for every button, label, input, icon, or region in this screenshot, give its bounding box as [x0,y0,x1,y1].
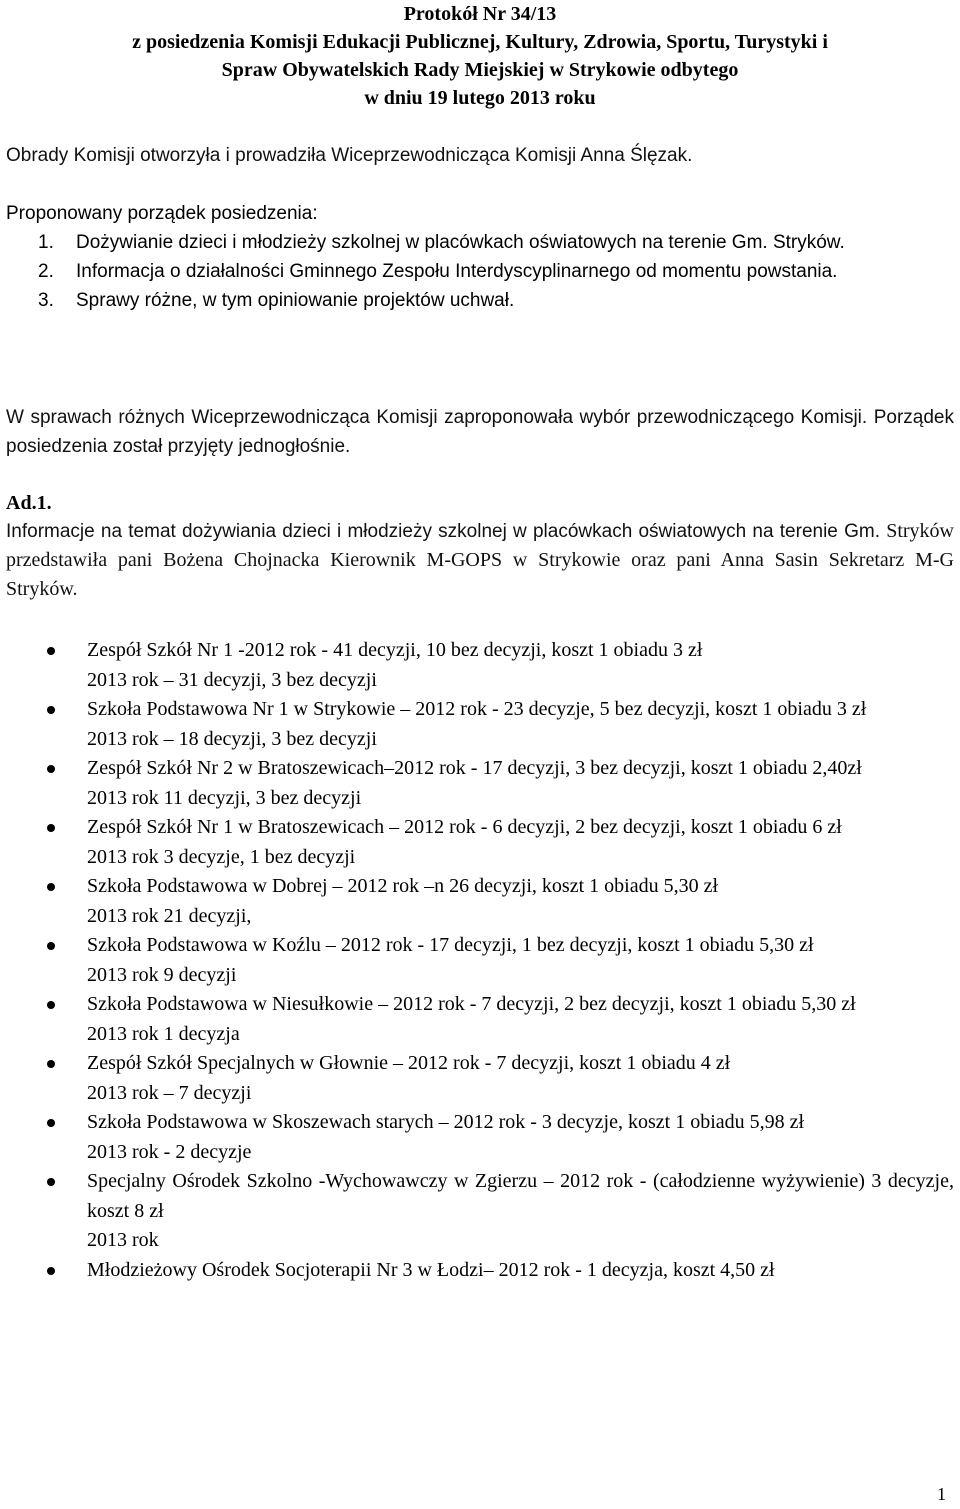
bullet-icon [0,990,87,1020]
bullet-icon [0,695,87,725]
list-item [0,1167,960,1256]
list-item [0,813,960,872]
title-line-3: Spraw Obywatelskich Rady Miejskiej w Strykowie odbytego [221,59,739,81]
bullet-icon [0,1108,87,1138]
agenda-note-part1: W sprawach różnych Wiceprzewodnicząca Komisji zaproponowała wybór przewodniczącego Komisji. [6,407,874,428]
intro-paragraph: Obrady Komisji otworzyła i prowadziła Wiceprzewodnicząca Komisji Anna Ślęzak. [6,145,693,166]
bullet-icon [0,1256,87,1286]
list-item-line1: Szkoła Podstawowa w Niesułkowie – 2012 rok - 7 decyzji, 2 bez decyzji, koszt 1 obiadu 5,30 zł [87,993,856,1015]
section-heading-ad1: Ad.1. [6,492,52,514]
agenda-item-text: Dożywianie dzieci i młodzieży szkolnej w placówkach oświatowych na terenie Gm. Stryków. [76,232,845,253]
list-item-line1: Szkoła Podstawowa w Dobrej – 2012 rok –n 26 decyzji, koszt 1 obiadu 5,30 zł [87,875,719,897]
page-number: 1 [937,1484,946,1504]
agenda-note-paragraph [6,403,954,461]
bullet-icon [0,754,87,784]
list-item-line1: Szkoła Podstawowa Nr 1 w Strykowie – 2012 rok - 23 decyzje, 5 bez decyzji, koszt 1 obiadu 3 zł [87,698,867,720]
list-item [0,1049,960,1108]
agenda-item [6,228,954,257]
list-item-line2: 2013 rok – 7 decyzji [87,1081,252,1104]
agenda-note-part2: Porządek posiedzenia został przyjęty jednogłośnie. [6,407,954,457]
list-item-line1: Zespół Szkół Nr 1 -2012 rok - 41 decyzji, 10 bez decyzji, koszt 1 obiadu 3 zł [87,639,703,661]
bullet-icon [0,813,87,843]
list-item-line2: 2013 rok - 2 decyzje [87,1140,252,1163]
list-item-line2: 2013 rok 21 decyzji, [87,904,252,927]
list-item [0,990,960,1049]
title-line-2: z posiedzenia Komisji Edukacji Publicznej, Kultury, Zdrowia, Sportu, Turystyki i [132,31,828,53]
list-item-line1: Szkoła Podstawowa w Koźlu – 2012 rok - 17 decyzji, 1 bez decyzji, koszt 1 obiadu 5,30 zł [87,934,814,956]
agenda-item-text: Sprawy różne, w tym opiniowanie projektów uchwał. [76,290,515,311]
school-list [0,636,960,1285]
list-item-line2: 2013 rok – 18 decyzji, 3 bez decyzji [87,727,377,750]
list-item [0,754,960,813]
agenda-item [6,286,954,315]
list-item-line2: 2013 rok – 31 decyzji, 3 bez decyzji [87,668,377,691]
agenda-item-number: 1. [38,232,54,253]
ad1-paragraph [6,517,954,604]
list-item-line2: 2013 rok 3 decyzje, 1 bez decyzji [87,845,356,868]
list-item [0,695,960,754]
list-item [0,872,960,931]
ad1-text-part2: Stryków przedstawiła pani Bożena Chojnacka Kierownik M-GOPS w Strykowie oraz pani Anna Sasin Sekretarz M-G Stryków. [6,520,954,600]
list-item-line1: Specjalny Ośrodek Szkolno -Wychowawczy w Zgierzu – 2012 rok - (całodzienne wyżywienie) 3 decyzje, koszt 8 zł [87,1170,954,1222]
bullet-icon [0,636,87,666]
agenda-heading: Proponowany porządek posiedzenia: [6,203,318,224]
list-item-line2: 2013 rok 9 decyzji [87,963,237,986]
list-item [0,931,960,990]
agenda-item-text: Informacja o działalności Gminnego Zespołu Interdyscyplinarnego od momentu powstania. [76,261,838,282]
list-item-line1: Zespół Szkół Nr 2 w Bratoszewicach–2012 rok - 17 decyzji, 3 bez decyzji, koszt 1 obiadu 2,40zł [87,757,862,779]
ad1-text-part1: Informacje na temat dożywiania dzieci i młodzieży szkolnej w placówkach oświatowych na terenie Gm. [6,521,887,542]
title-line-4: w dniu 19 lutego 2013 roku [364,87,596,109]
bullet-icon [0,1049,87,1079]
agenda-item-number: 2. [38,261,54,282]
bullet-icon [0,931,87,961]
list-item-line2: 2013 rok 11 decyzji, 3 bez decyzji [87,786,362,809]
list-item-line1: Zespół Szkół Specjalnych w Głownie – 2012 rok - 7 decyzji, koszt 1 obiadu 4 zł [87,1052,731,1074]
agenda-item [6,257,954,286]
bullet-icon [0,872,87,902]
list-item-line1: Zespół Szkół Nr 1 w Bratoszewicach – 2012 rok - 6 decyzji, 2 bez decyzji, koszt 1 obiadu 6 zł [87,816,842,838]
list-item-line1: Młodzieżowy Ośrodek Socjoterapii Nr 3 w Łodzi– 2012 rok - 1 decyzja, koszt 4,50 zł [87,1258,775,1281]
title-line-1: Protokół Nr 34/13 [403,3,557,25]
list-item-line1: Szkoła Podstawowa w Skoszewach starych – 2012 rok - 3 decyzje, koszt 1 obiadu 5,98 zł [87,1111,805,1133]
list-item-line2: 2013 rok 1 decyzja [87,1022,240,1045]
list-item [0,636,960,695]
list-item [0,1108,960,1167]
agenda [6,199,954,315]
list-item [0,1256,960,1286]
bullet-icon [0,1167,87,1197]
list-item-line2: 2013 rok [87,1229,159,1251]
agenda-item-number: 3. [38,290,54,311]
document-title [0,0,960,112]
